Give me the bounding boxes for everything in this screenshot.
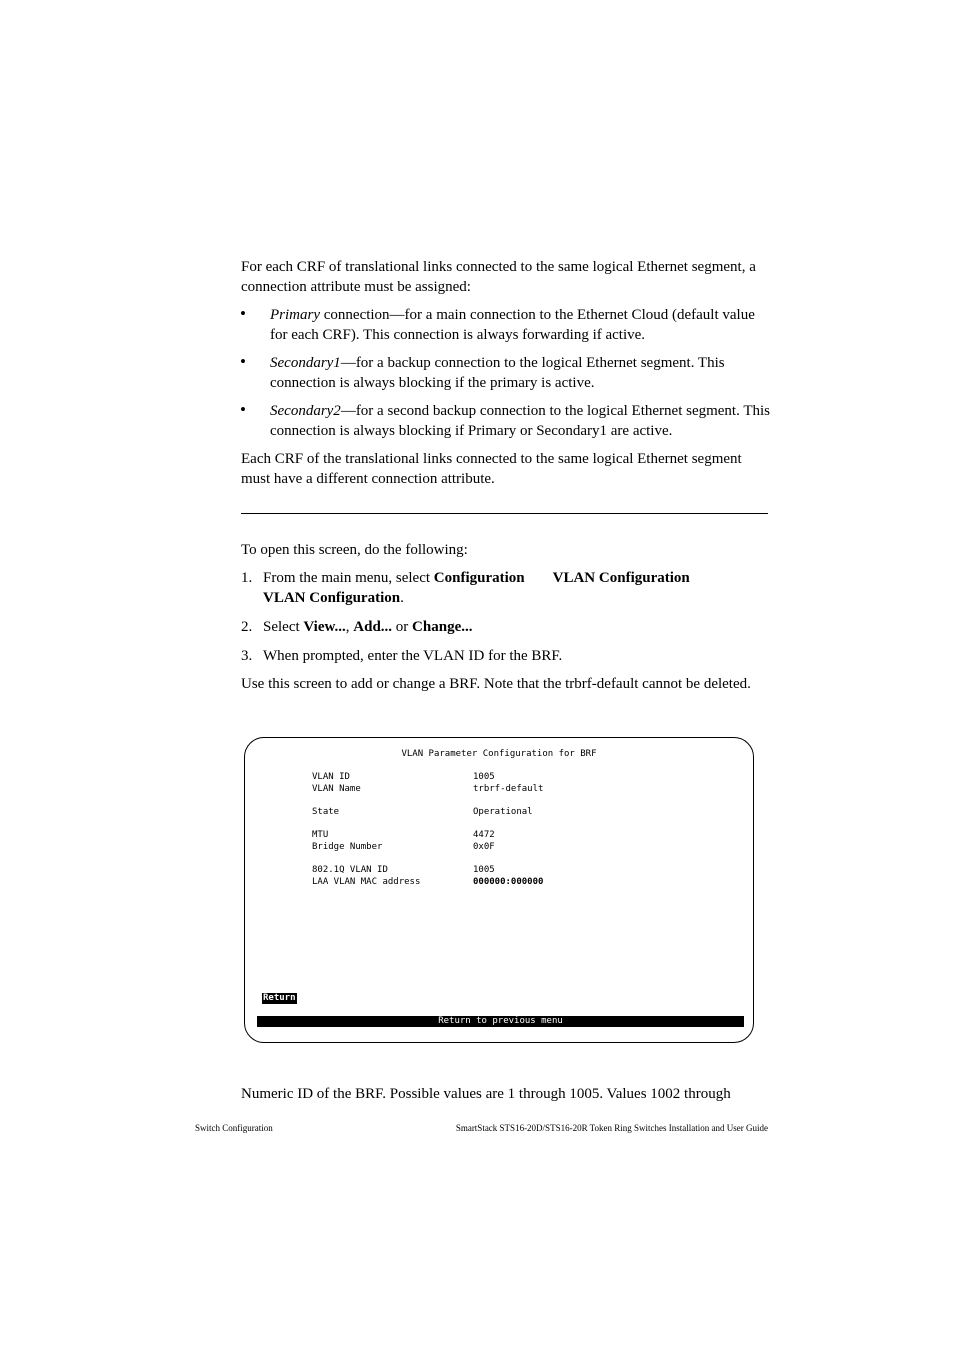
field-label-vlan-name: VLAN Name — [312, 784, 361, 794]
step-text: or — [392, 619, 413, 635]
status-bar: Return to previous menu — [257, 1016, 744, 1027]
bullet-term: Secondary2 — [270, 403, 341, 419]
field-value-state[interactable]: Operational — [473, 807, 533, 817]
step-text: From the main menu, select — [263, 570, 434, 586]
bullet-term: Secondary1 — [270, 355, 341, 371]
field-value-vlan-name[interactable]: trbrf-default — [473, 784, 544, 794]
step-text: . — [400, 590, 404, 606]
field-label-vlan-id: VLAN ID — [312, 772, 350, 782]
terminal-screen — [244, 737, 754, 1043]
return-button[interactable]: Return — [263, 993, 296, 1003]
field-label-8021q-vlan-id: 802.1Q VLAN ID — [312, 865, 388, 875]
section-divider — [241, 513, 768, 514]
field-value-8021q-vlan-id[interactable]: 1005 — [473, 865, 495, 875]
bullet-primary — [270, 306, 770, 345]
bullet-term: Primary — [270, 307, 320, 323]
menu-path-item: VLAN Configuration — [263, 590, 401, 606]
field-label-laa-mac: LAA VLAN MAC address — [312, 877, 421, 887]
step-1 — [263, 568, 773, 608]
bullet-secondary2 — [270, 402, 770, 441]
intro-paragraph: For each CRF of translational links connected to the same logical Ethernet segment, a connection attribute must be assigned: — [241, 259, 756, 295]
option-add: Add... — [353, 619, 393, 635]
field-value-laa-mac[interactable]: 000000:000000 — [473, 877, 544, 887]
footer-title: SmartStack STS16-20D/STS16-20R Token Ring Switches Installation and User Guide — [455, 1123, 768, 1133]
field-description: Numeric ID of the BRF. Possible values are 1 through 1005. Values 1002 through — [241, 1086, 731, 1102]
bullet-secondary1 — [270, 354, 770, 393]
step-text: Select — [263, 619, 304, 635]
field-value-vlan-id[interactable]: 1005 — [473, 772, 495, 782]
field-value-mtu[interactable]: 4472 — [473, 830, 495, 840]
field-label-mtu: MTU — [312, 830, 329, 840]
menu-path-item: Configuration — [433, 570, 525, 586]
procedure-lead: To open this screen, do the following: — [241, 542, 468, 558]
step-3: When prompted, enter the VLAN ID for the BRF. — [263, 648, 563, 664]
field-label-bridge-number: Bridge Number — [312, 842, 383, 852]
bullet-desc: —for a second backup connection to the logical Ethernet segment. This connection is always blocking if Primary or Secondary1 are active. — [270, 403, 770, 439]
closing-paragraph: Each CRF of the translational links connected to the same logical Ethernet segment must have a different connection attribute. — [241, 451, 742, 487]
footer-section: Switch Configuration — [195, 1123, 273, 1133]
bullet-icon: • — [240, 304, 246, 323]
step-2 — [263, 617, 773, 637]
option-change: Change... — [412, 619, 473, 635]
menu-path-item: VLAN Configuration — [552, 570, 690, 586]
terminal-title: VLAN Parameter Configuration for BRF — [401, 749, 597, 759]
bullet-icon: • — [240, 352, 246, 371]
step-number: 3. — [241, 648, 253, 664]
step-number: 1. — [241, 570, 253, 586]
bullet-desc: —for a backup connection to the logical Ethernet segment. This connection is always blocking if the primary is active. — [270, 355, 725, 391]
usage-note: Use this screen to add or change a BRF. Note that the trbrf-default cannot be deleted. — [241, 676, 751, 692]
field-value-bridge-number[interactable]: 0x0F — [473, 842, 495, 852]
field-label-state: State — [312, 807, 340, 817]
step-text: , — [345, 619, 354, 635]
bullet-icon: • — [240, 400, 246, 419]
step-number: 2. — [241, 619, 253, 635]
bullet-desc: connection—for a main connection to the Ethernet Cloud (default value for each CRF). This connection is always forwarding if active. — [270, 307, 755, 343]
option-view: View... — [303, 619, 346, 635]
